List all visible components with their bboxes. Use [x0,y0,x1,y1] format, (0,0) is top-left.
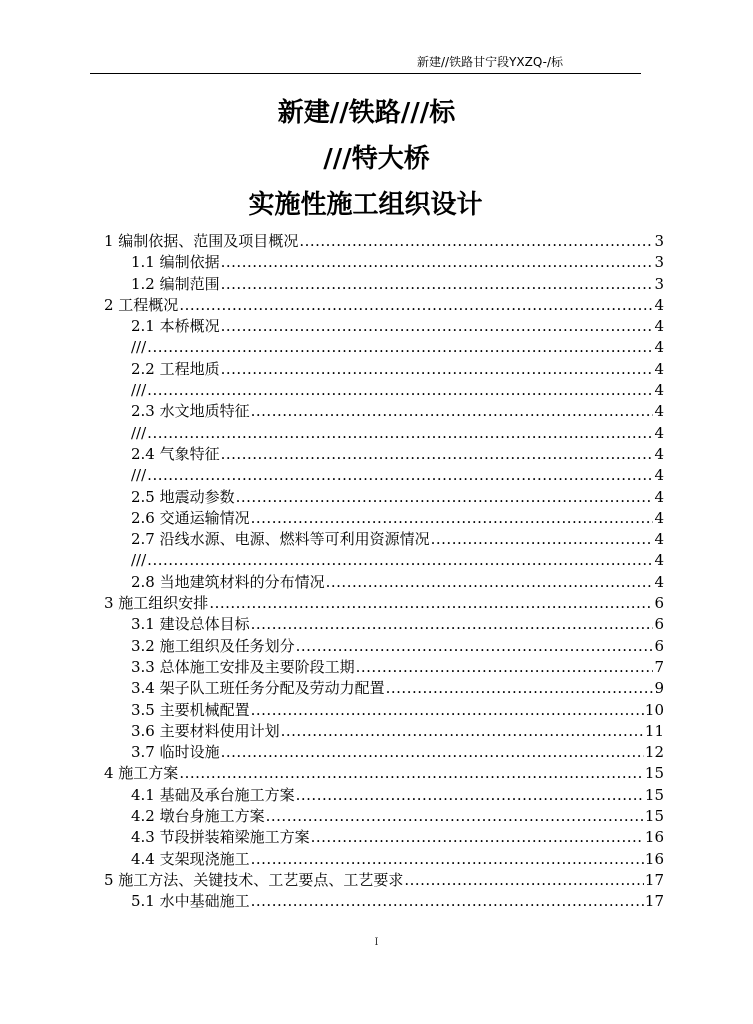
toc-entry-label: 1.2 编制范围 [131,274,220,293]
toc-entry[interactable] [104,252,664,273]
toc-entry-page: 15 [644,807,664,826]
toc-entry[interactable] [104,444,664,465]
toc-dot-leader [147,423,653,444]
toc-entry[interactable] [104,359,664,380]
toc-dot-leader [251,700,644,721]
toc-entry[interactable] [104,636,664,657]
toc-entry[interactable] [104,593,664,614]
toc-entry-label: 3.2 施工组织及任务划分 [131,636,295,655]
toc-entry-label: 2.6 交通运输情况 [131,508,250,527]
toc-entry-page: 4 [654,381,664,400]
toc-entry-page: 3 [654,274,664,293]
toc-entry[interactable] [104,785,664,806]
toc-dot-leader [326,572,654,593]
toc-entry-page: 9 [654,679,664,698]
toc-entry-page: 6 [654,615,664,634]
toc-entry-label: 3.6 主要材料使用计划 [131,721,280,740]
toc-dot-leader [221,316,654,337]
toc-entry-page: 16 [644,849,664,868]
toc-entry-page: 4 [654,572,664,591]
toc-entry[interactable] [104,657,664,678]
toc-entry-label: 3.1 建设总体目标 [131,615,250,634]
toc-dot-leader [296,785,644,806]
toc-dot-leader [221,252,654,273]
toc-dot-leader [296,636,654,657]
toc-entry-label: 5.1 水中基础施工 [131,892,250,911]
toc-dot-leader [179,763,644,784]
toc-entry[interactable] [104,849,664,870]
toc-entry[interactable] [104,401,664,422]
toc-entry-page: 17 [644,892,664,911]
toc-entry[interactable] [104,721,664,742]
toc-entry-page: 4 [654,508,664,527]
toc-dot-leader [431,529,654,550]
table-of-contents [104,231,664,913]
toc-entry[interactable] [104,700,664,721]
toc-dot-leader [147,550,653,571]
page-number: I [374,937,379,948]
toc-entry-page: 4 [654,317,664,336]
toc-entry-label: 3.5 主要机械配置 [131,700,250,719]
toc-entry-page: 6 [654,594,664,613]
toc-dot-leader [147,465,653,486]
toc-entry-label: 2.2 工程地质 [131,359,220,378]
toc-entry-page: 4 [654,444,664,463]
toc-entry-page: 4 [654,423,664,442]
toc-entry-label: /// [131,338,147,357]
toc-dot-leader [251,508,654,529]
toc-entry-label: 2.1 本桥概况 [131,317,220,336]
toc-entry-label: 2.4 气象特征 [131,444,220,463]
toc-dot-leader [221,274,654,295]
toc-entry-label: 3.3 总体施工安排及主要阶段工期 [131,657,355,676]
toc-dot-leader [281,721,644,742]
toc-entry-label: 2.5 地震动参数 [131,487,235,506]
toc-dot-leader [221,444,654,465]
toc-entry-page: 6 [654,636,664,655]
toc-entry-page: 4 [654,466,664,485]
toc-entry-label: 2.7 沿线水源、电源、燃料等可利用资源情况 [131,530,430,549]
header-text: 新建//铁路甘宁段YXZQ-/标 [416,55,563,69]
toc-entry-page: 4 [654,530,664,549]
toc-dot-leader [221,742,644,763]
toc-entry-page: 16 [644,828,664,847]
page-header [90,0,641,74]
toc-dot-leader [147,337,653,358]
toc-entry-page: 3 [654,253,664,272]
toc-entry[interactable] [104,295,664,316]
toc-dot-leader [147,380,653,401]
toc-entry-label: 1 编制依据、范围及项目概况 [104,232,299,250]
toc-entry[interactable] [104,274,664,295]
toc-entry-page: 12 [644,743,664,762]
toc-entry-label: 4.2 墩台身施工方案 [131,807,265,826]
toc-dot-leader [251,614,654,635]
toc-entry-page: 10 [644,700,664,719]
toc-entry-label: 4.3 节段拼装箱梁施工方案 [131,828,310,847]
toc-entry-page: 4 [654,338,664,357]
toc-dot-leader [404,870,644,891]
toc-entry-label: 2.8 当地建筑材料的分布情况 [131,572,325,591]
toc-entry[interactable] [104,572,664,593]
toc-entry[interactable] [104,550,664,571]
toc-entry[interactable] [104,870,664,891]
toc-entry-page: 4 [654,359,664,378]
toc-entry[interactable] [104,806,664,827]
toc-entry[interactable] [104,678,664,699]
toc-entry-label: 3 施工组织安排 [104,594,209,613]
toc-entry[interactable] [104,337,664,358]
toc-entry[interactable] [104,827,664,848]
toc-entry-label: 2 工程概况 [104,295,179,314]
toc-entry-label: 3.7 临时设施 [131,743,220,762]
document-title-line-2: ///特大桥 [323,144,430,174]
toc-entry-label: 4.4 支架现浇施工 [131,849,250,868]
toc-entry-label: /// [131,423,147,442]
document-title-line-3: 实施性施工组织设计 [248,190,483,220]
toc-entry-page: 4 [654,551,664,570]
toc-entry[interactable] [104,508,664,529]
toc-entry-label: 3.4 架子队工班任务分配及劳动力配置 [131,679,385,698]
toc-dot-leader [179,295,653,316]
toc-entry-label: /// [131,551,147,570]
toc-entry-page: 7 [654,657,664,676]
toc-dot-leader [236,487,654,508]
toc-dot-leader [266,806,644,827]
toc-dot-leader [221,359,654,380]
toc-entry-page: 15 [644,764,664,783]
toc-entry[interactable] [104,891,664,912]
toc-entry[interactable] [104,465,664,486]
toc-dot-leader [311,827,644,848]
document-title-line-1: 新建//铁路///标 [277,98,456,128]
toc-entry-label: 5 施工方法、关键技术、工艺要点、工艺要求 [104,870,404,889]
toc-entry[interactable] [104,763,664,784]
toc-entry-page: 3 [654,232,664,250]
toc-entry[interactable] [104,231,664,252]
toc-dot-leader [251,849,644,870]
toc-entry-label: /// [131,466,147,485]
toc-entry-label: 1.1 编制依据 [131,253,220,272]
toc-dot-leader [386,678,654,699]
toc-entry-page: 17 [644,870,664,889]
toc-entry[interactable] [104,423,664,444]
toc-dot-leader [299,231,653,252]
toc-entry-label: 4 施工方案 [104,764,179,783]
toc-entry-page: 4 [654,402,664,421]
toc-dot-leader [251,891,644,912]
toc-entry[interactable] [104,529,664,550]
toc-dot-leader [356,657,654,678]
toc-entry-page: 11 [644,721,664,740]
toc-entry-label: 4.1 基础及承台施工方案 [131,785,295,804]
toc-entry-page: 4 [654,295,664,314]
toc-entry[interactable] [104,380,664,401]
toc-dot-leader [209,593,653,614]
toc-entry-label: 2.3 水文地质特征 [131,402,250,421]
toc-entry-page: 15 [644,785,664,804]
toc-entry[interactable] [104,742,664,763]
toc-dot-leader [251,401,654,422]
toc-entry[interactable] [104,614,664,635]
toc-entry-page: 4 [654,487,664,506]
toc-entry-label: /// [131,381,147,400]
toc-entry[interactable] [104,487,664,508]
toc-entry[interactable] [104,316,664,337]
